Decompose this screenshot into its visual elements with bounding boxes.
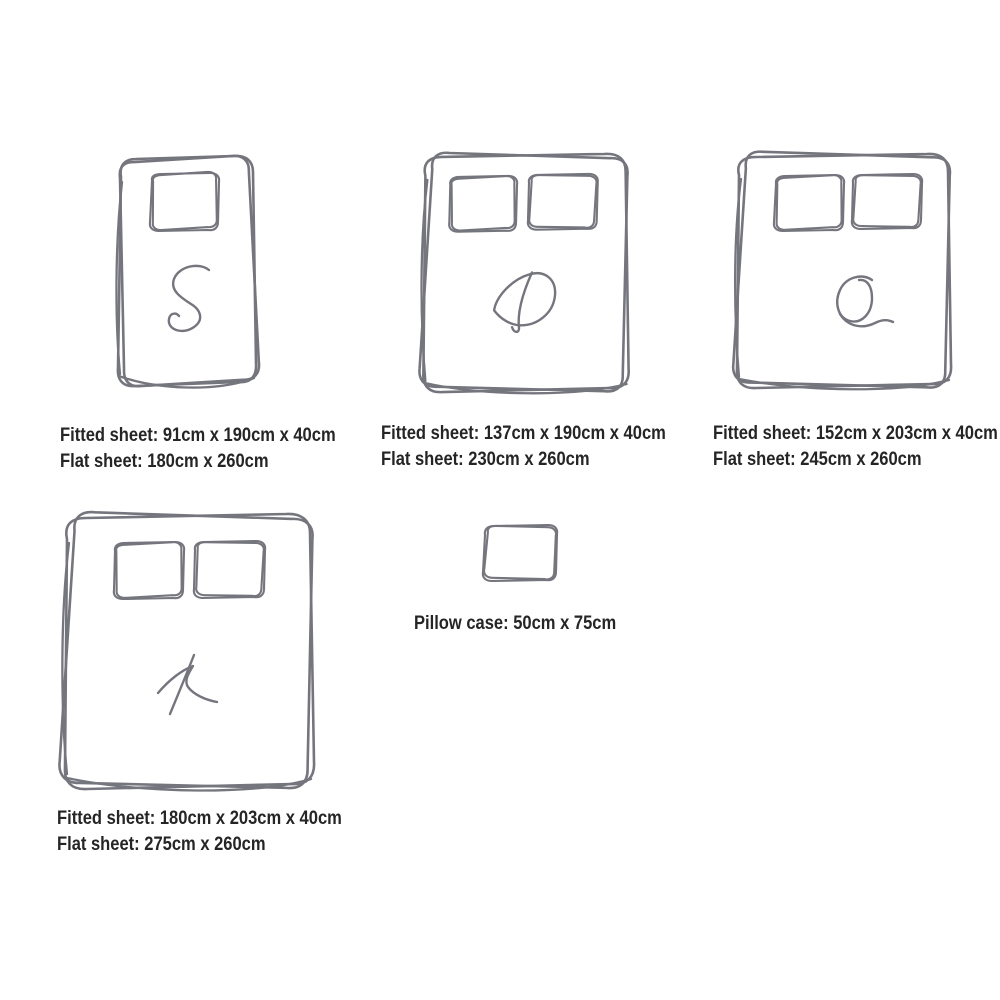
king-fitted-sheet-text: Fitted sheet: 180cm x 203cm x 40cm: [57, 808, 342, 829]
queen-letter-q: [837, 277, 893, 327]
king-pillow-left-sketch: [114, 542, 184, 599]
king-pillow-left-sketch2: [115, 542, 183, 598]
pillow-case-outline-sketch2: [484, 524, 557, 580]
double-pillow-left-sketch: [449, 176, 517, 232]
queen-fitted-sheet-text: Fitted sheet: 152cm x 203cm x 40cm: [713, 423, 998, 444]
double-pillow-left-sketch2: [450, 176, 516, 231]
king-bed-outline: [65, 514, 314, 789]
single-size-label: [60, 423, 336, 475]
single-bed-outline-sketch2: [115, 155, 260, 387]
single-flat-sheet-text: Flat sheet: 180cm x 260cm: [60, 451, 269, 472]
pillow-case-illustration: [477, 522, 563, 586]
pillow-case-text: Pillow case: 50cm x 75cm: [414, 613, 617, 634]
pillow-case-outline: [483, 525, 557, 581]
queen-pillow-right-sketch: [852, 174, 922, 229]
king-bed-illustration: [47, 505, 329, 798]
king-bed-sketch: [47, 505, 329, 798]
single-pillow-sketch: [150, 173, 219, 231]
queen-pillow-right-sketch2: [853, 174, 921, 228]
queen-bed-sketch: [722, 146, 964, 397]
double-bed-sketch: [408, 146, 642, 400]
queen-flat-sheet-text: Flat sheet: 245cm x 260cm: [713, 449, 922, 470]
king-pillow-right-sketch2: [196, 541, 264, 597]
king-size-label: [57, 806, 342, 858]
double-fitted-sheet-text: Fitted sheet: 137cm x 190cm x 40cm: [381, 423, 666, 444]
single-fitted-sheet-text: Fitted sheet: 91cm x 190cm x 40cm: [60, 425, 336, 446]
queen-size-label: [713, 421, 998, 473]
king-bed-outline-sketch2: [59, 510, 317, 792]
single-letter-s: [169, 266, 209, 331]
pillow-case-size-label: [414, 611, 616, 637]
pillow-case-sketch: [477, 522, 563, 586]
king-flat-sheet-text: Flat sheet: 275cm x 260cm: [57, 834, 266, 855]
single-pillow-sketch2: [151, 172, 219, 231]
king-letter-k: [158, 655, 217, 714]
king-pillow-right-sketch: [194, 541, 265, 598]
queen-pillow-left-sketch: [774, 175, 844, 231]
double-bed-illustration: [408, 146, 642, 400]
single-bed-sketch: [106, 150, 268, 395]
double-pillow-right-sketch2: [529, 174, 597, 229]
double-size-label: [381, 421, 666, 473]
double-letter-d: [494, 273, 555, 332]
queen-bed-illustration: [722, 146, 964, 397]
single-bed-illustration: [106, 150, 268, 395]
double-flat-sheet-text: Flat sheet: 230cm x 260cm: [381, 449, 590, 470]
double-pillow-right-sketch: [528, 174, 598, 230]
single-bed-outline: [118, 156, 256, 386]
queen-pillow-left-sketch2: [775, 175, 843, 230]
